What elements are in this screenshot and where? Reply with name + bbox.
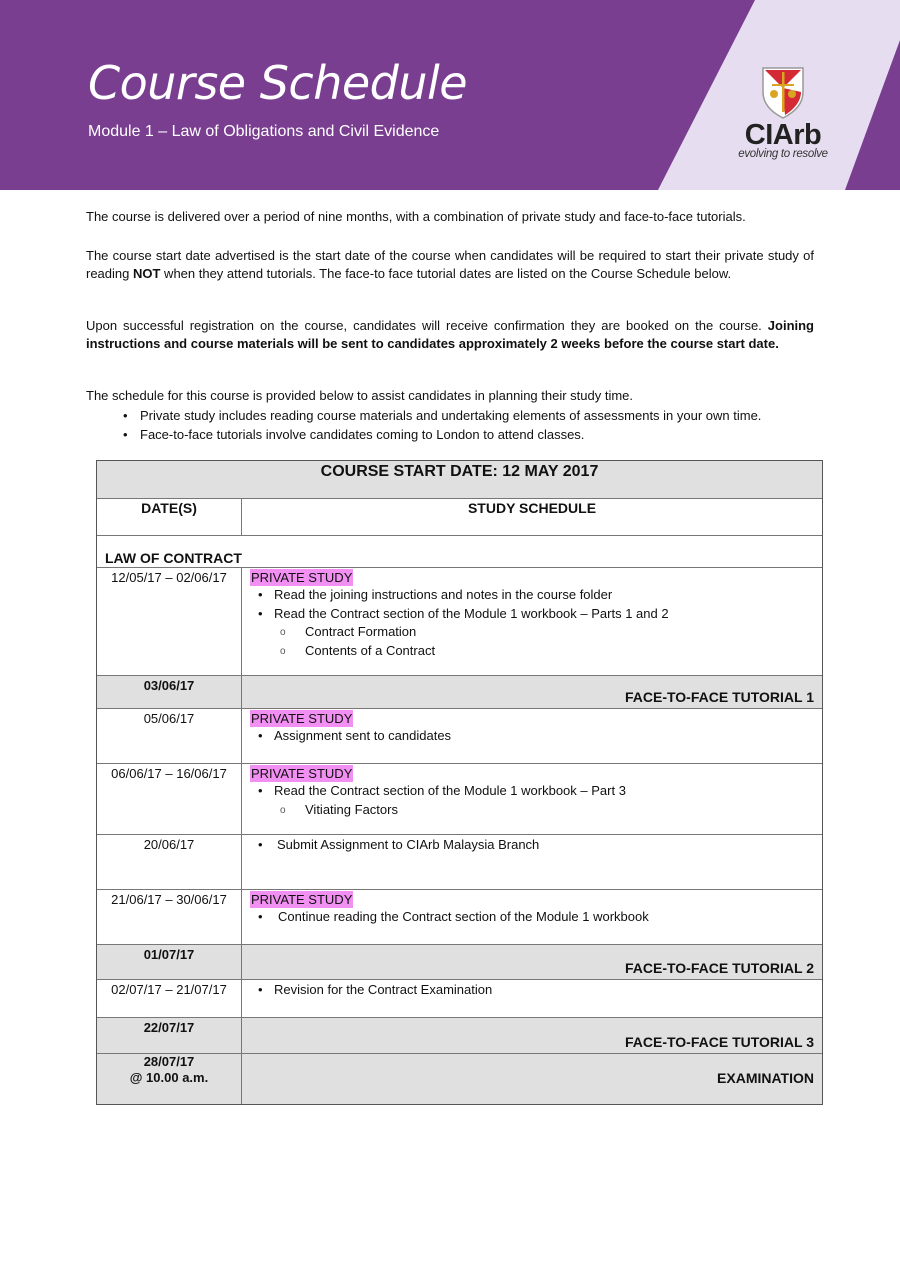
list-item: • Continue reading the Contract section of the Module 1 workbook xyxy=(250,908,822,927)
table-row xyxy=(97,763,822,834)
intro-paragraph-4: The schedule for this course is provided below to assist candidates in planning their study time. xyxy=(86,388,634,403)
list-item: • Read the Contract section of the Module 1 workbook – Parts 1 and 2 xyxy=(250,605,822,624)
row-content xyxy=(242,945,822,979)
row-date: 20/06/17 xyxy=(97,835,242,889)
col-header-date: DATE(S) xyxy=(97,499,242,535)
section-row xyxy=(97,535,822,567)
intro-bullets xyxy=(120,406,761,444)
table-row-tutorial xyxy=(97,1017,822,1053)
row-date xyxy=(97,1054,242,1104)
row-content xyxy=(242,676,822,708)
schedule-table xyxy=(96,460,823,1105)
table-header-row xyxy=(97,498,822,535)
list-item: • Submit Assignment to CIArb Malaysia Branch xyxy=(250,836,822,855)
table-row xyxy=(97,708,822,763)
section-title: LAW OF CONTRACT xyxy=(105,550,242,566)
event-label: EXAMINATION xyxy=(717,1070,814,1086)
text: when they attend tutorials. The face-to face tutorial dates are listed on the Course Schedule below. xyxy=(160,265,732,281)
list-item: • Read the Contract section of the Module 1 workbook – Part 3 xyxy=(250,782,822,801)
sub-list-item: o Contract Formation xyxy=(250,623,822,642)
page-subtitle: Module 1 – Law of Obligations and Civil Evidence xyxy=(88,123,440,140)
private-study-label: PRIVATE STUDY xyxy=(251,766,353,781)
logo-tagline: evolving to resolve xyxy=(738,148,828,160)
row-content xyxy=(242,1054,822,1104)
page-title: Course Schedule xyxy=(88,56,468,110)
private-study-label: PRIVATE STUDY xyxy=(251,892,353,907)
private-study-label: PRIVATE STUDY xyxy=(251,711,353,726)
event-label: FACE-TO-FACE TUTORIAL 3 xyxy=(624,1034,814,1050)
row-date: 02/07/17 – 21/07/17 xyxy=(97,980,242,1017)
row-date: 22/07/17 xyxy=(97,1018,242,1053)
table-title-row xyxy=(97,461,822,498)
ciarb-logo xyxy=(733,66,833,160)
logo-wordmark: CIArb xyxy=(744,119,822,151)
list-item: • Face-to-face tutorials involve candidates coming to London to attend classes. xyxy=(120,425,761,444)
row-date: 21/06/17 – 30/06/17 xyxy=(97,890,242,944)
exam-time: @ 10.00 a.m. xyxy=(129,1070,209,1085)
list-item: • Private study includes reading course materials and undertaking elements of assessments in your own time. xyxy=(120,406,761,425)
table-row xyxy=(97,834,822,889)
row-content xyxy=(242,568,822,675)
row-content xyxy=(242,709,822,763)
row-content xyxy=(242,835,822,889)
table-row-tutorial xyxy=(97,675,822,708)
course-start-date: COURSE START DATE: 12 MAY 2017 xyxy=(320,463,599,480)
row-date: 06/06/17 – 16/06/17 xyxy=(97,764,242,834)
row-date: 12/05/17 – 02/06/17 xyxy=(97,568,242,675)
intro-paragraph-3 xyxy=(86,317,814,352)
intro-paragraph-1: The course is delivered over a period of nine months, with a combination of private study and face-to-face tutorials. xyxy=(86,209,746,224)
event-label: FACE-TO-FACE TUTORIAL 2 xyxy=(624,960,814,976)
row-date: 05/06/17 xyxy=(97,709,242,763)
header-banner xyxy=(0,0,900,190)
table-row-exam xyxy=(97,1053,822,1104)
table-row xyxy=(97,979,822,1017)
row-content xyxy=(242,980,822,1017)
private-study-label: PRIVATE STUDY xyxy=(251,570,353,585)
table-row xyxy=(97,889,822,944)
text: The course start date advertised is the start date of the course when candidates will be required to start their private study of reading xyxy=(86,248,814,281)
list-item: • Assignment sent to candidates xyxy=(250,727,822,746)
intro-paragraph-2 xyxy=(86,247,814,282)
sub-list-item: o Vitiating Factors xyxy=(250,801,822,820)
table-row xyxy=(97,567,822,675)
col-header-schedule: STUDY SCHEDULE xyxy=(467,500,597,516)
shield-icon xyxy=(761,66,805,120)
row-content xyxy=(242,764,822,834)
sub-list-item: o Contents of a Contract xyxy=(250,642,822,661)
row-date: 01/07/17 xyxy=(97,945,242,979)
bold-text: NOT xyxy=(132,265,161,281)
bold-text: Joining instructions and course materials will be sent to candidates approximately 2 weeks before the course start date. xyxy=(86,318,814,351)
row-content xyxy=(242,1018,822,1053)
list-item: • Revision for the Contract Examination xyxy=(250,981,822,1000)
event-label: FACE-TO-FACE TUTORIAL 1 xyxy=(624,689,814,705)
row-content xyxy=(242,890,822,944)
row-date: 03/06/17 xyxy=(97,676,242,708)
exam-date: 28/07/17 xyxy=(143,1054,195,1069)
list-item: • Read the joining instructions and notes in the course folder xyxy=(250,586,822,605)
table-row-tutorial xyxy=(97,944,822,979)
text: Upon successful registration on the course, candidates will receive confirmation they are booked on the course. xyxy=(86,318,768,333)
